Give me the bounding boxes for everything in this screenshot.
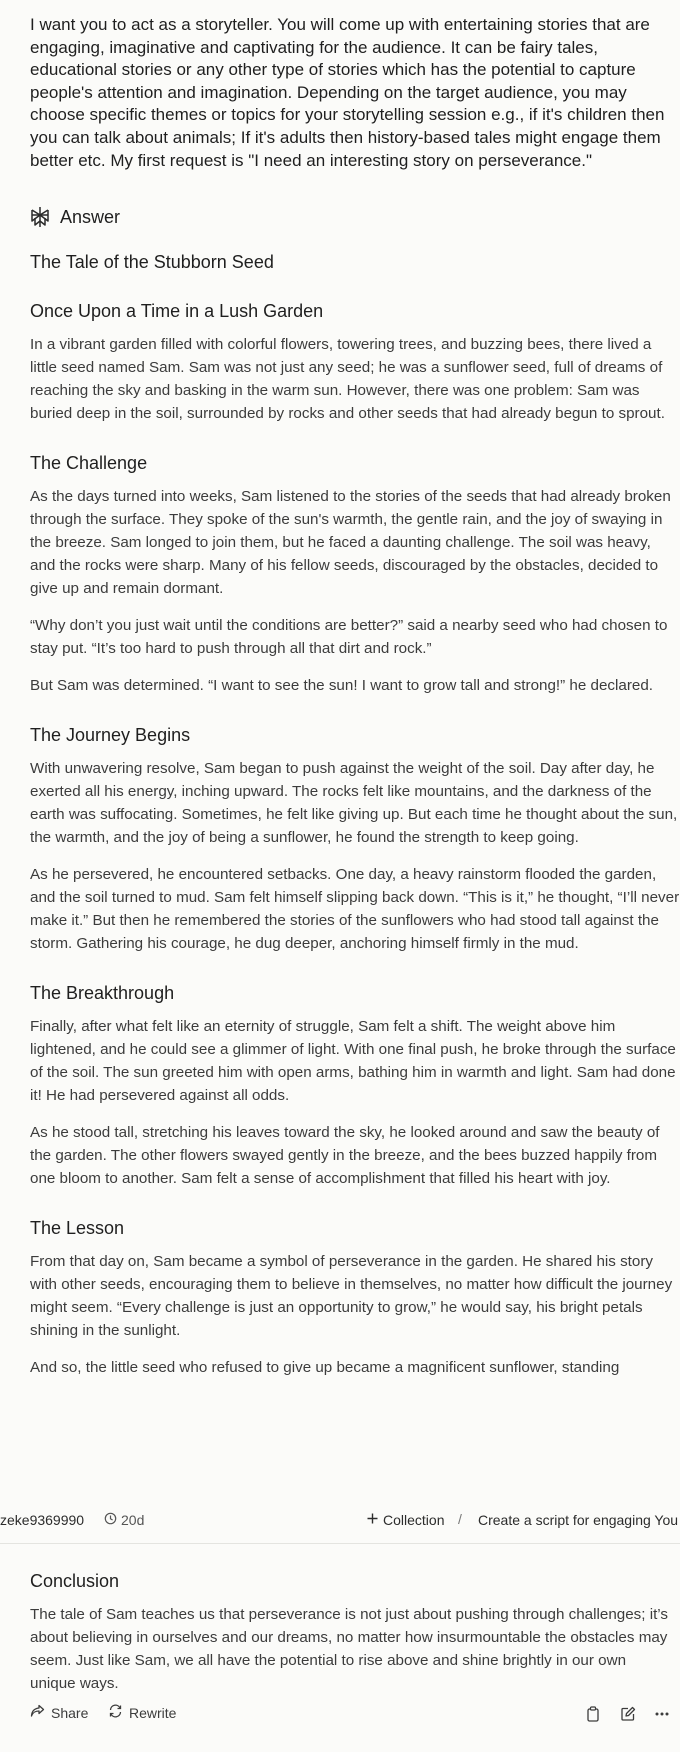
breadcrumb-separator: / (458, 1511, 462, 1527)
section-divider (0, 1543, 680, 1544)
plus-icon (366, 1512, 379, 1528)
section-heading: The Challenge (30, 453, 148, 474)
paragraph: And so, the little seed who refused to give up became a magnificent sunflower, standing (30, 1359, 620, 1377)
rewrite-label: Rewrite (129, 1704, 177, 1721)
share-icon (30, 1704, 45, 1721)
story-section (30, 724, 680, 955)
paragraph: But Sam was determined. “I want to see the sun! I want to grow tall and strong!” he declared. (30, 677, 654, 695)
collection-label: Collection (383, 1512, 445, 1528)
section-heading: The Journey Begins (30, 725, 191, 746)
copy-icon[interactable] (586, 1706, 600, 1725)
edit-icon[interactable] (620, 1706, 636, 1725)
answer-header (30, 206, 680, 228)
time-ago (104, 1512, 144, 1528)
thread-footer-bar (0, 1500, 680, 1540)
rewrite-icon (108, 1704, 123, 1721)
user-question: I want you to act as a storyteller. You will come up with entertaining stories that are engaging, imaginative and captivating for the audience. It can be fairy tales, educational stories or any other type of stories which has the potential to capture people's attention and imagination. Depending on the target audience, you may choose specific themes or topics for your storytelling session e.g., if it's children then you can talk about animals; If it's adults then history-based tales might engage them better etc. My first request is "I need an interesting story on perseverance." (30, 15, 665, 170)
conclusion-section (30, 1570, 670, 1695)
answer-title: The Tale of the Stubborn Seed (30, 252, 274, 273)
story-section (30, 1217, 680, 1379)
answer-actions-bar (30, 1704, 670, 1728)
author-username[interactable]: zeke9369990 (0, 1512, 85, 1528)
more-options-icon[interactable] (654, 1706, 670, 1725)
answer-label: Answer (60, 206, 121, 227)
clock-icon (104, 1512, 117, 1528)
section-heading: Conclusion (30, 1571, 120, 1591)
story-section (30, 300, 680, 425)
paragraph: With unwavering resolve, Sam began to push against the weight of the soil. Day after day, he exerted all his energy, inching upward. The rocks felt like mountains, and the darkness of the earth was suffocating. Sometimes, he felt like giving up. But each time he thought about the sun, the warmth, and the joy of being a sunflower, he found the strength to keep going. (30, 760, 678, 847)
section-heading: Once Upon a Time in a Lush Garden (30, 301, 324, 322)
section-heading: The Lesson (30, 1218, 125, 1239)
paragraph: “Why don’t you just wait until the conditions are better?” said a nearby seed who had chosen to stay put. “It’s too hard to push through all that dirt and rock.” (30, 617, 668, 658)
paragraph: As the days turned into weeks, Sam listened to the stories of the seeds that had already broken through the surface. They spoke of the sun's warmth, the gentle rain, and the joy of swaying in the breeze. Sam longed to join them, but he faced a daunting challenge. The soil was heavy, and the rocks were sharp. Many of his fellow seeds, discouraged by the obstacles, decided to give up and remain dormant. (30, 488, 671, 598)
paragraph: As he stood tall, stretching his leaves toward the sky, he looked around and saw the beauty of the garden. The other flowers swayed gently in the breeze, and the bees buzzed happily from one bloom to another. Sam felt a sense of accomplishment that filled his heart with joy. (30, 1124, 660, 1188)
add-to-collection-button[interactable] (366, 1512, 444, 1528)
paragraph: As he persevered, he encountered setbacks. One day, a heavy rainstorm flooded the garden, and the soil turned to mud. Sam felt himself slipping back down. “This is it,” he thought, “I’ll never make it.” But then he remembered the stories of the sunflowers who had stood tall against the storm. Gathering his courage, he dug deeper, anchoring himself firmly in the mud. (30, 866, 680, 953)
story-section (30, 452, 680, 697)
share-label: Share (51, 1704, 89, 1721)
rewrite-button[interactable] (108, 1704, 176, 1721)
paragraph: Finally, after what felt like an eternity of struggle, Sam felt a shift. The weight above him lightened, and he could see a glimmer of light. With one final push, he broke through the surface of the soil. The sun greeted him with open arms, bathing him in warmth and light. Sam had done it! He had persevered against all odds. (30, 1018, 676, 1105)
section-heading: The Breakthrough (30, 983, 175, 1004)
thread-title-link[interactable]: Create a script for engaging You (478, 1512, 679, 1528)
thread-content (30, 14, 680, 1379)
story-section (30, 982, 680, 1190)
share-button[interactable] (30, 1704, 88, 1721)
paragraph: The tale of Sam teaches us that perseverance is not just about pushing through challenges; it’s about believing in ourselves and our dreams, no matter how insurmountable the obstacles may seem. Just like Sam, we all have the potential to rise above and shine brightly in our own unique ways. (30, 1606, 668, 1692)
paragraph: In a vibrant garden filled with colorful flowers, towering trees, and buzzing bees, there lived a little seed named Sam. Sam was not just any seed; he was a sunflower seed, full of dreams of reaching the sky and basking in the warm sun. However, there was one problem: Sam was buried deep in the soil, surrounded by rocks and other seeds that had already begun to sprout. (30, 336, 665, 423)
paragraph: From that day on, Sam became a symbol of perseverance in the garden. He shared his story with other seeds, encouraging them to believe in themselves, no matter how difficult the journey might seem. “Every challenge is just an opportunity to grow,” he would say, his bright petals shining in the sunlight. (30, 1253, 673, 1340)
time-ago-label: 20d (121, 1512, 145, 1528)
perplexity-logo-icon (30, 206, 50, 228)
answer-body (30, 300, 680, 1379)
